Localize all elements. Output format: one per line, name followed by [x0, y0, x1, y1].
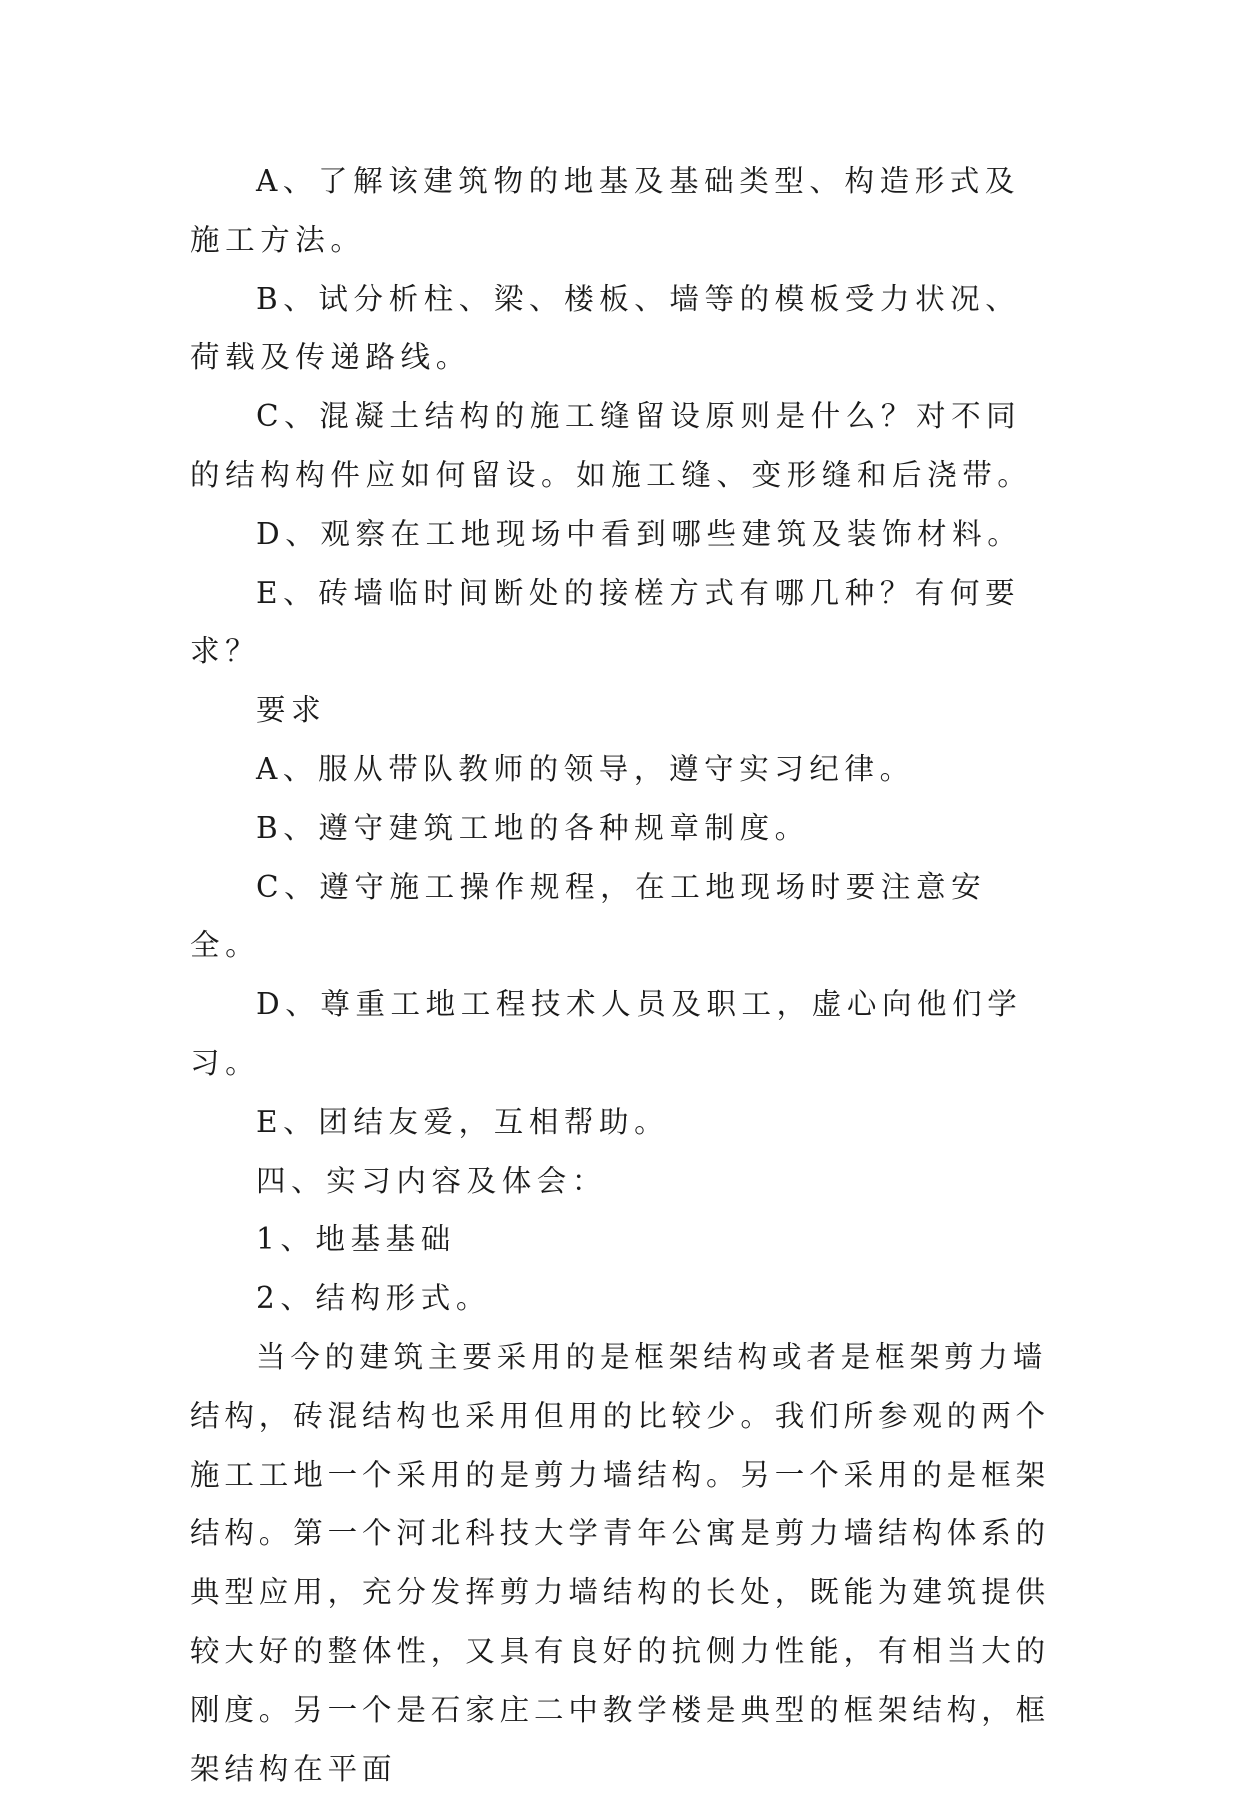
paragraph-requirement-e: E、砖墙临时间断处的接槎方式有哪几种？有何要求？ — [190, 575, 1021, 669]
paragraph-requirement-c: C、混凝土结构的施工缝留设原则是什么？对不同的结构构件应如何留设。如施工缝、变形缝和后浇带。 — [190, 399, 1033, 492]
subheading-foundation: 1、地基基础 — [256, 1222, 456, 1257]
paragraph-rule-a: A、服从带队教师的领导，遵守实习纪律。 — [256, 751, 915, 786]
paragraph-requirement-b: B、试分析柱、梁、楼板、墙等的模板受力状况、荷载及传递路线。 — [190, 281, 1021, 375]
document-body — [190, 152, 1050, 1798]
paragraph-requirement-d: D、观察在工地现场中看到哪些建筑及装饰材料。 — [256, 516, 1023, 551]
section-heading-requirements: 要求 — [256, 693, 327, 728]
subheading-structure-form: 2、结构形式。 — [256, 1281, 491, 1316]
section-heading-internship-content: 四、实习内容及体会： — [256, 1163, 608, 1198]
paragraph-rule-e: E、团结友爱，互相帮助。 — [256, 1104, 670, 1139]
paragraph-structure-discussion: 当今的建筑主要采用的是框架结构或者是框架剪力墙结构，砖混结构也采用但用的比较少。我们所参观的两个施工工地一个采用的是剪力墙结构。另一个采用的是框架结构。第一个河北科技大学青年公寓是剪力墙结构体系的典型应用，充分发挥剪力墙结构的长处，既能为建筑提供较大好的整体性，又具有良好的抗侧力性能，有相当大的刚度。另一个是石家庄二中教学楼是典型的框架结构，框架结构在平面 — [190, 1339, 1051, 1786]
paragraph-requirement-a: A、了解该建筑物的地基及基础类型、构造形式及施工方法。 — [190, 164, 1021, 257]
paragraph-rule-b: B、遵守建筑工地的各种规章制度。 — [256, 810, 810, 845]
paragraph-rule-c: C、遵守施工操作规程，在工地现场时要注意安全。 — [190, 869, 987, 963]
paragraph-rule-d: D、尊重工地工程技术人员及职工，虚心向他们学习。 — [190, 987, 1023, 1080]
